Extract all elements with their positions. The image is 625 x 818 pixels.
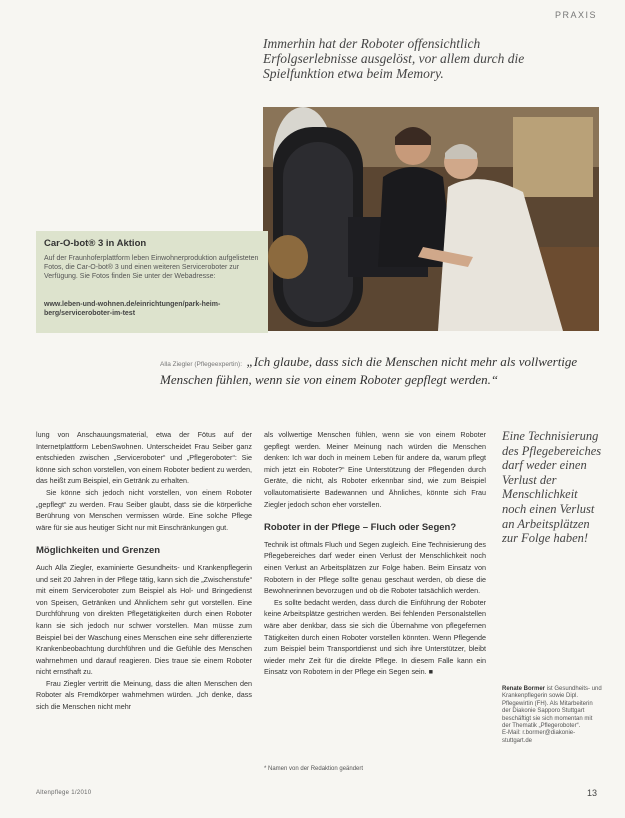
paragraph: Sie könne sich jedoch nicht vorstellen, von einem Roboter „gepflegt“ zu werden. Frau Seiber glaubt, dass sie die körperliche Berührung von Menschen vermissen würde. Eine solche Pflege wäre für sie aus heutiger Sicht nur mit Einschränkungen gut. [36, 487, 252, 532]
paragraph: als vollwertige Menschen fühlen, wenn sie von einem Roboter gepflegt werden. Meiner Meinung nach würden die Menschen denken: Ich war doch in meinem Leben für andere da, warum pflegt mich jetzt ein Roboter?“ Eine Unterstützung der Pflegenden durch Geräte, die nicht, als Roboter erkennbar sind, wie zum Beispiel vollautomatisierte Badewannen und Ähnliches, könnte sich Frau Ziegler jedoch schon eher vorstellen. [264, 430, 486, 509]
article-photo [263, 107, 599, 331]
info-box-text: Auf der Fraunhoferplattform leben Einwohnerproduktion aufgelisteten Fotos, die Car-O-bot® 3 und einen weiteren Serviceroboter zur Verfügung. Sie Fotos finden Sie unter der Webadresse: [44, 255, 259, 281]
info-box [36, 231, 268, 333]
paragraph: Es sollte bedacht werden, dass durch die Einführung der Roboter keine Arbeitsplätze gestrichen werden. Bei fehlenden Personalstellen wäre aber denkbar, dass sie sich die Übernahme von pflegefernen Tätigkeiten durch einen Roboter vorstellen könnten. Wenn Pflegende zum Beispiel beim Transportdienst und sich ihre Unterstützer, bleibt wieder mehr Zeit für die direkte Pflege. In diesem Falle kann ein Einsatz von Robotern in der Pflege ein Segen sein. ■ [264, 597, 486, 677]
quote-attribution: Alla Ziegler (Pflegeexpertin): [160, 361, 243, 368]
paragraph: lung von Anschauungsmaterial, etwa der Fötus auf der Internetplattform LebenSwohnen. Unterscheidet Frau Seiber ganz entschieden zwischen „Serviceroboter“ und „Pflegeroboter“: Sie könne sich schon vorstellen, von einem Roboter bedient zu werden, das heißt zum Beispiel, ein Getränk zu erhalten. [36, 430, 252, 486]
paragraph: Frau Ziegler vertritt die Meinung, dass die alten Menschen den Roboter als Fremdkörper wahrnehmen würden. „Ich denke, dass sich die Menschen nicht mehr [36, 678, 252, 712]
author-description: ist Gesundheits- und Krankenpflegerin sowie Dipl. Pflegewirtin (FH). Als Mitarbeiterin der Diakonie Sapporo Stuttgart beschäftigt sie sich momentan mit der Thematik „Pflegeroboter“. [502, 686, 602, 730]
author-email[interactable]: r.bormer@diakonie-stuttgart.de [502, 730, 576, 744]
author-name: Renate Bormer [502, 686, 546, 692]
paragraph: Auch Alla Ziegler, examinierte Gesundheits- und Krankenpflegerin und seit 20 Jahren in der Pflege tätig, kann sich die „Zwischenstufe“ mit einem Serviceroboter zum Beispiel als Hol- und Bringedienst von Speisen, Getränken und Ähnlichem sehr gut vorstellen. Eine Durchführung von direkten Pflegetätigkeiten durch einen Roboter kann sie sich jedoch nur schwer vorstellen. Man müsse zum Beispiel bei der Waschung eines Menschen eine sehr differenzierte Krankenbeobachtung durchführen und die Gefühle des Menschen wahrnehmen und darauf reagieren. Dies traue sie einem Roboter nicht ernsthaft zu. [36, 562, 252, 677]
photo-illustration [263, 107, 599, 331]
info-box-title: Car-O-bot® 3 in Aktion [44, 238, 147, 249]
side-pull-quote: Eine Technisierung des Pflegebereiches darf weder einen Verlust der Menschlichkeit noch einen Verlust an Arbeitsplätzen zur Folge haben! [502, 429, 602, 546]
footnote: * Namen von der Redaktion geändert [264, 766, 364, 772]
section-heading: Möglichkeiten und Grenzen [36, 545, 161, 557]
article-column-1 [36, 429, 252, 713]
section-label: PRAXIS [554, 10, 597, 20]
pull-quote-top: Immerhin hat der Roboter offensichtlich Erfolgserlebnisse ausgelöst, vor allem durch die Spielfunktion etwa beim Memory. [263, 36, 525, 81]
featured-quote [160, 353, 590, 389]
paragraph: Technik ist oftmals Fluch und Segen zugleich. Eine Technisierung des Pflegebereiches darf weder einen Verlust der Menschlichkeit noch einen Verlust an Arbeitsplätzen zur Folge haben. Beim Einsatz von Robotern in der Pflege sollte genau geschaut werden, ob diese die Bewohnerinnen bevorzugen und ob die Roboter tatsächlich werden. [264, 539, 486, 596]
email-label: E-Mail: [502, 730, 521, 737]
section-heading: Roboter in der Pflege – Fluch oder Segen? [264, 522, 457, 534]
author-bio [502, 686, 602, 745]
footer-publication: Altenpflege 1/2010 [36, 790, 92, 796]
article-column-2 [264, 429, 486, 678]
info-box-link[interactable]: www.leben-und-wohnen.de/einrichtungen/park-heim-berg/serviceroboter-im-test [44, 301, 221, 317]
page-number: 13 [586, 788, 597, 798]
quote-text: „Ich glaube, dass sich die Menschen nicht mehr als vollwertige Menschen fühlen, wenn sie von einem Roboter gepflegt werden.“ [160, 354, 578, 387]
